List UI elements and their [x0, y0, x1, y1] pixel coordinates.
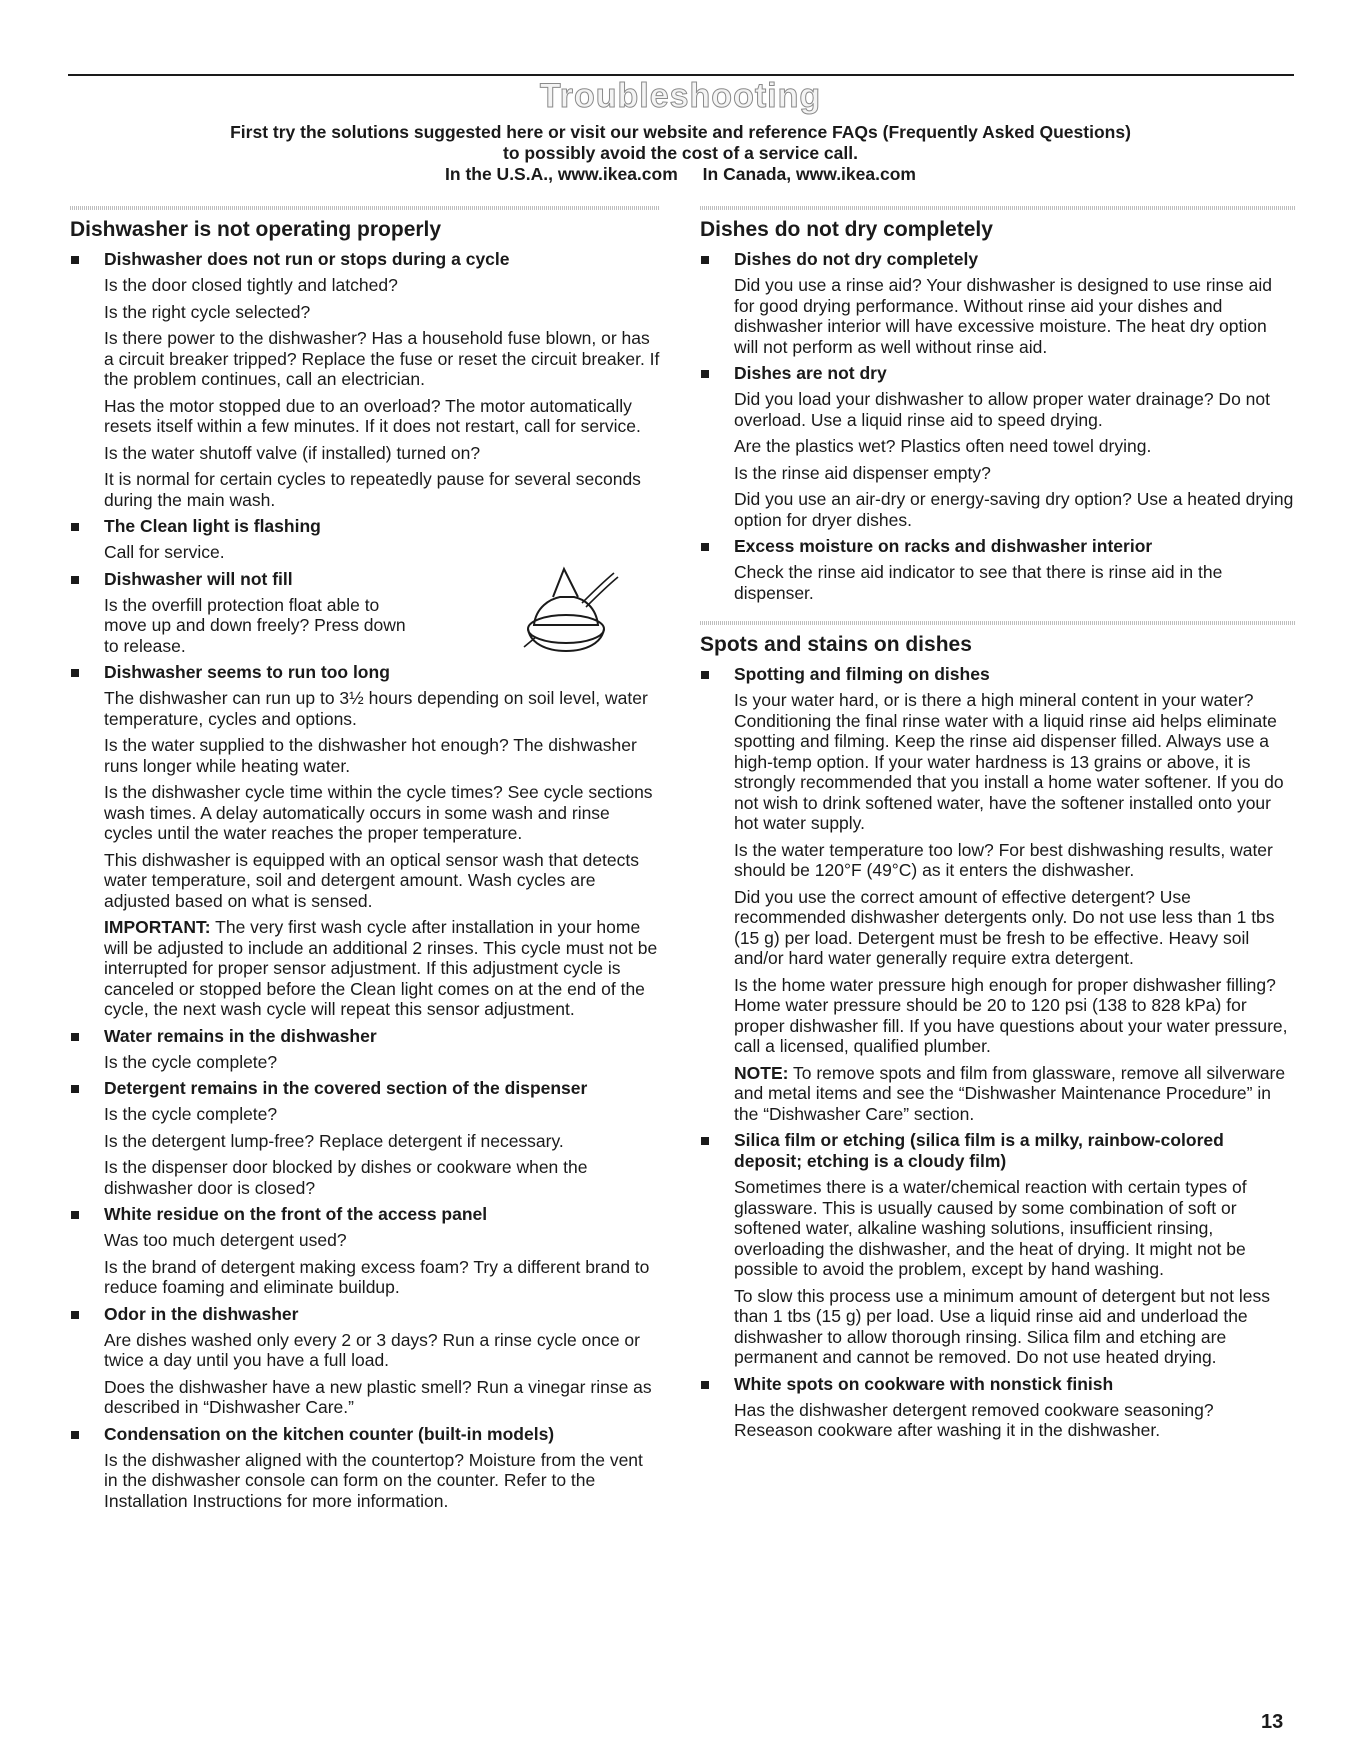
issue-title: Dishes are not dry — [734, 363, 887, 383]
section-title: Spots and stains on dishes — [700, 633, 972, 656]
page-number: 13 — [1261, 1711, 1284, 1733]
issue-text: Is your water hard, or is there a high mineral content in your water? Conditioning the final rinse water with a liquid rinse aid helps eliminate spotting and filming. Keep the rinse aid dispenser filled. Always use a high-temp option. If your water hardness is 13 grains or above, it is strongly recommended that you install a home water softener. If you do not wish to drink softened water, have the softener installed onto your hot water supply. — [734, 690, 1284, 833]
issue-text: Did you use an air-dry or energy-saving dry option? Use a heated drying option for dryer dishes. — [734, 489, 1294, 530]
section-rule — [700, 621, 1295, 625]
issue-title: The Clean light is flashing — [104, 516, 321, 536]
issue-text: Are the plastics wet? Plastics often need towel drying. — [734, 436, 1152, 456]
issue-text: Was too much detergent used? — [104, 1230, 347, 1250]
issue-text: to release. — [104, 635, 186, 656]
issue-text: Check the rinse aid indicator to see that there is rinse aid in the dispenser. — [734, 562, 1223, 603]
bullet-icon — [71, 1311, 79, 1319]
issue-item — [700, 1374, 1295, 1441]
issue-title: Condensation on the kitchen counter (built-in models) — [104, 1423, 555, 1444]
issue-title: Dishes do not dry completely — [734, 249, 979, 269]
issue-text: Sometimes there is a water/chemical reaction with certain types of glassware. This is usually caused by some combination of soft or softened water, alkaline washing solutions, insufficient rinsing, overloading the dishwasher, and the heat of drying. It might not be possible to avoid the problem, except by hand washing. — [734, 1177, 1247, 1279]
issue-title: Odor in the dishwasher — [104, 1303, 299, 1324]
issue-title: Water remains in the dishwasher — [104, 1025, 377, 1046]
bullet-icon — [71, 1033, 79, 1041]
bullet-icon — [701, 256, 709, 264]
bullet-icon — [71, 576, 79, 584]
bullet-icon — [71, 669, 79, 677]
issue-text: The dishwasher can run up to 3½ hours depending on soil level, water temperature, cycles and options. — [104, 688, 648, 729]
page-title: Troubleshooting — [539, 77, 822, 115]
issue-item — [70, 1078, 660, 1198]
section-spots-stains — [700, 621, 1295, 1441]
issue-text: This dishwasher is equipped with an optical sensor wash that detects water temperature, soil and detergent amount. Wash cycles are adjusted based on what is sensed. — [104, 849, 640, 911]
section-not-operating — [70, 206, 660, 1511]
bullet-icon — [71, 523, 79, 531]
issue-text: Is the detergent lump-free? Replace detergent if necessary. — [104, 1130, 564, 1151]
issue-text: Did you use the correct amount of effective detergent? Use recommended dishwasher detergents only. Do not use less than 1 tbs (15 g) per load. Detergent must be fresh to be effective. Heavy soil and/or hard water generally require extra detergent. — [734, 886, 1275, 968]
issue-item — [70, 249, 660, 510]
issue-text: Is the water supplied to the dishwasher hot enough? The dishwasher runs longer while heating water. — [104, 735, 637, 776]
canada-website: In Canada, www.ikea.com — [702, 164, 916, 184]
issue-item — [700, 1130, 1295, 1368]
issue-title: White residue on the front of the access panel — [104, 1204, 488, 1224]
issue-text: Are dishes washed only every 2 or 3 days? Run a rinse cycle once or twice a day until you have a full load. — [104, 1329, 640, 1370]
issue-item — [70, 662, 660, 1020]
issue-text: Did you load your dishwasher to allow proper water drainage? Do not overload. Use a liquid rinse aid to speed drying. — [734, 389, 1270, 430]
overfill-float-icon — [506, 563, 624, 655]
issue-text: Is the dishwasher aligned with the countertop? Moisture from the vent in the dishwasher console can form on the counter. Refer to the Installation Instructions for more information. — [104, 1449, 643, 1511]
issue-text: Is the home water pressure high enough for proper dishwasher filling? Home water pressure should be 20 to 120 psi (138 to 828 kPa) for proper dishwasher fill. If you have questions about your water pressure, call a licensed, qualified plumber. — [734, 974, 1288, 1056]
issue-text: It is normal for certain cycles to repeatedly pause for several seconds during the main wash. — [104, 469, 641, 510]
issue-text: Did you use a rinse aid? Your dishwasher is designed to use rinse aid for good drying performance. Without rinse aid your dishes and dishwasher interior will have excessive moisture. The heat dry option will not perform as well without rinse aid. — [734, 275, 1272, 357]
issue-item — [70, 1304, 660, 1418]
issue-text: Is the cycle complete? — [104, 1051, 278, 1072]
left-column — [70, 206, 660, 1529]
issue-item — [70, 516, 660, 563]
intro-line-2: to possibly avoid the cost of a service call. — [503, 143, 858, 163]
issue-title: Dishwasher seems to run too long — [104, 662, 390, 682]
bullet-icon — [701, 671, 709, 679]
issue-item — [700, 664, 1295, 1124]
top-rule — [68, 74, 1294, 76]
issue-title: Dishwasher does not run or stops during a cycle — [104, 249, 510, 269]
note-label: NOTE: — [734, 1062, 789, 1083]
section-not-dry — [700, 206, 1295, 603]
right-column — [700, 206, 1295, 1459]
issue-text: move up and down freely? Press down — [104, 615, 406, 635]
issue-item — [700, 249, 1295, 357]
important-note — [104, 917, 660, 1020]
issue-title: Detergent remains in the covered section of the dispenser — [104, 1078, 588, 1098]
bullet-icon — [71, 1431, 79, 1439]
issue-text: To slow this process use a minimum amount of detergent but not less than 1 tbs (15 g) per load. Use a liquid rinse aid and underload the dishwasher to allow thorough rinsing. Silica film and etching are permanent and cannot be removed. Do not use heated drying. — [734, 1285, 1270, 1367]
intro-block — [0, 122, 1361, 185]
issue-title: White spots on cookware with nonstick finish — [734, 1373, 1114, 1394]
issue-title: Spotting and filming on dishes — [734, 664, 990, 684]
important-label: IMPORTANT: — [104, 917, 211, 937]
note-text: To remove spots and film from glassware, remove all silverware and metal items and see the “Dishwasher Maintenance Procedure” in the “Dishwasher Care” section. — [734, 1062, 1286, 1124]
bullet-icon — [71, 256, 79, 264]
bullet-icon — [71, 1211, 79, 1219]
issue-text: Call for service. — [104, 542, 225, 562]
section-rule — [70, 206, 660, 210]
issue-text: Is the water temperature too low? For best dishwashing results, water should be 120°F (49°C) as it enters the dishwasher. — [734, 839, 1273, 880]
bullet-icon — [701, 1381, 709, 1389]
important-text: The very first wash cycle after installation in your home will be adjusted to include an additional 2 rinses. This cycle must not be interrupted for proper sensor adjustment. If this adjustment cycle is canceled or stopped before the Clean light comes on at the end of the cycle, the next wash cycle will repeat this sensor adjustment. — [104, 917, 658, 1019]
issue-title: Excess moisture on racks and dishwasher interior — [734, 536, 1153, 556]
issue-text: Is the brand of detergent making excess foam? Try a different brand to reduce foaming and eliminate buildup. — [104, 1256, 650, 1297]
issue-title: Dishwasher will not fill — [104, 568, 293, 589]
intro-line-1: First try the solutions suggested here or visit our website and reference FAQs (Frequently Asked Questions) — [230, 122, 1131, 142]
issue-text: Is the rinse aid dispenser empty? — [734, 462, 991, 483]
issue-text: Is the water shutoff valve (if installed) turned on? — [104, 442, 481, 463]
issue-text: Is there power to the dishwasher? Has a household fuse blown, or has a circuit breaker tripped? Replace the fuse or reset the circuit breaker. If the problem continues, call an electrician. — [104, 328, 660, 389]
bullet-icon — [71, 1085, 79, 1093]
issue-text: Does the dishwasher have a new plastic smell? Run a vinegar rinse as described in “Dishwasher Care.” — [104, 1376, 652, 1417]
issue-item — [70, 569, 660, 657]
bullet-icon — [701, 1137, 709, 1145]
issue-text: Is the overfill protection float able to — [104, 594, 380, 615]
issue-text: Is the right cycle selected? — [104, 301, 311, 322]
issue-item — [700, 363, 1295, 530]
issue-item — [70, 1204, 660, 1298]
issue-text: Is the cycle complete? — [104, 1104, 278, 1124]
bullet-icon — [701, 370, 709, 378]
note — [734, 1063, 1295, 1125]
issue-text: Has the dishwasher detergent removed cookware seasoning? Reseason cookware after washing it in the dishwasher. — [734, 1399, 1214, 1440]
bullet-icon — [701, 543, 709, 551]
issue-item — [700, 536, 1295, 603]
website-row — [0, 164, 1361, 185]
issue-text: Is the dishwasher cycle time within the cycle times? See cycle sections wash times. A delay automatically occurs in some wash and rinse cycles until the water reaches the proper temperature. — [104, 782, 653, 843]
issue-item — [70, 1424, 660, 1512]
section-title: Dishwasher is not operating properly — [70, 218, 442, 241]
usa-website: In the U.S.A., www.ikea.com — [445, 164, 678, 184]
issue-text: Is the dispenser door blocked by dishes or cookware when the dishwasher door is closed? — [104, 1157, 588, 1198]
issue-item — [70, 1026, 660, 1073]
section-rule — [700, 206, 1295, 210]
issue-text: Is the door closed tightly and latched? — [104, 275, 398, 295]
issue-text: Has the motor stopped due to an overload? The motor automatically resets itself within a few minutes. If it does not restart, call for service. — [104, 395, 641, 436]
issue-title: Silica film or etching (silica film is a milky, rainbow-colored deposit; etching is a cloudy film) — [734, 1130, 1224, 1171]
section-title: Dishes do not dry completely — [700, 218, 993, 241]
